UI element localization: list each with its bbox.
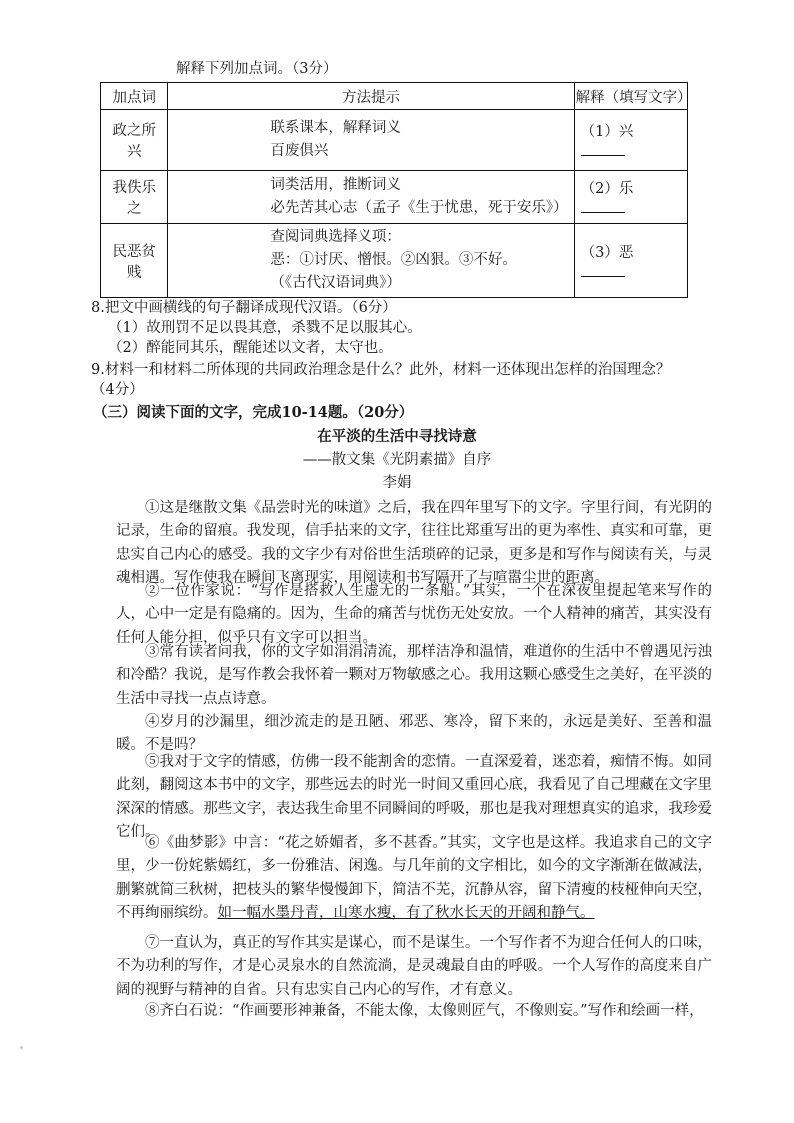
table-cell-hints	[168, 171, 574, 224]
paragraph-2: ②一位作家说：“写作是搭救人生虚无的一条船。”其实，一个在深夜里提起笔来写作的人，心中一定是有隐痛的。因为，生命的痛苦与忧伤无处安放。一个人精神的痛苦，其实没有任何人能分担，似乎只有文字可以担当。	[116, 583, 712, 646]
answer-label: （3）恶	[580, 244, 634, 261]
section-heading: （三）阅读下面的文字，完成10-14题。（20分）	[93, 404, 414, 421]
hint-line: 查阅词典选择义项：	[270, 229, 401, 245]
q8-title: 8.把文中画横线的句子翻译成现代汉语。（6分）	[91, 300, 397, 316]
table-cell-answer	[574, 224, 687, 298]
table-cell-word: 民恶贫贱	[101, 224, 168, 298]
table-header-answer: 解释（填写文字）	[574, 83, 687, 110]
answer-blank[interactable]	[581, 198, 625, 213]
paragraph-6-text: ⑥《曲梦影》中言：“花之娇媚者，多不甚香。”其实，文字也是这样。我追求自己的文字里，少一份姹紫嫣红，多一份雅洁、闲逸。与几年前的文字相比，如今的文字渐渐在做减法，删繁就简三秋树，把枝头的繁华慢慢卸下，简洁不芜，沉静从容，留下清瘦的枝桠伸向天空，不再绚丽缤纷。	[116, 835, 712, 921]
table-cell-answer	[574, 110, 687, 171]
q7-instruction: 解释下列加点词。（3分）	[176, 61, 338, 77]
scan-speck	[20, 1046, 23, 1049]
paragraph-8: ⑧齐白石说：“作画要形神兼备，不能太像，太像则匠气，不像则妄。”写作和绘画一样，	[145, 1003, 704, 1019]
table-cell-word: 我佚乐之	[101, 171, 168, 224]
hint-line: 联系课本，解释词义	[270, 120, 401, 136]
q8-item-2: （2）醉能同其乐，醒能述以文者，太守也。	[108, 340, 393, 356]
q9-line-2: （4分）	[91, 382, 144, 398]
paragraph-7: ⑦一直认为，真正的写作其实是谋心，而不是谋生。一个写作者不为迎合任何人的口味，不为功利的写作，才是心灵泉水的自然流淌，是灵魂最自由的呼吸。一个人写作的高度来自广阔的视野与精神的自省。只有忠实自己内心的写作，才有意义。	[116, 935, 712, 998]
table-header-word: 加点词	[101, 83, 168, 110]
table-cell-word: 政之所兴	[101, 110, 168, 171]
q9-line-1: 9.材料一和材料二所体现的共同政治理念是什么？此外，材料一还体现出怎样的治国理念？	[91, 362, 671, 378]
hint-line: （《古代汉语词典》）	[270, 275, 401, 291]
paragraph-1: ①这是继散文集《品尝时光的味道》之后，我在四年里写下的文字。字里行间，有光阴的记录，生命的留痕。我发现，信手拈来的文字，往往比郑重写出的更为率性、真实和可靠，更忠实自己内心的感受。我的文字少有对俗世生活琐碎的记录，更多是和写作与阅读有关，与灵魂相遇。写作使我在瞬间飞离现实，用阅读和书写隔开了与喧嚣尘世的距离。	[116, 500, 712, 586]
hint-line: 百废俱兴	[270, 143, 329, 159]
table-cell-answer	[574, 171, 687, 224]
article-subtitle: ——散文集《光阴素描》自序	[302, 452, 492, 468]
article-title: 在平淡的生活中寻找诗意	[317, 428, 477, 445]
vocab-table	[100, 82, 692, 298]
table-row	[101, 171, 688, 224]
article-author: 李娟	[382, 475, 412, 491]
paragraph-3: ③常有读者问我，你的文字如涓涓清流，那样洁净和温情，难道你的生活中不曾遇见污浊和冷酷？我说，是写作教会我怀着一颗对万物敏感之心。我用这颗心感受生之美好，在平淡的生活中寻找一点点诗意。	[116, 644, 712, 707]
table-cell-hints	[168, 110, 574, 171]
q8-item-1: （1）故刑罚不足以畏其意，杀戮不足以服其心。	[108, 320, 422, 336]
paragraph-4: ④岁月的沙漏里，细沙流走的是丑陋、邪恶、寒冷，留下来的，永远是美好、至善和温暖。不是吗？	[116, 714, 712, 754]
hint-line: 必先苦其心志（孟子《生于忧患，死于安乐》）	[270, 200, 568, 216]
paragraph-6	[116, 832, 712, 925]
table-cell-hints	[168, 224, 574, 298]
answer-blank[interactable]	[581, 141, 625, 156]
underlined-sentence: 如一幅水墨丹青，山寒水瘦，有了秋水长天的开阔和静气。	[217, 904, 595, 921]
table-row	[101, 224, 688, 298]
hint-line: 恶：①讨厌、憎恨。②凶狠。③不好。	[270, 252, 517, 268]
hint-line: 词类活用，推断词义	[270, 177, 401, 193]
paragraph-5: ⑤我对于文字的情感，仿佛一段不能割舍的恋情。一直深爱着，迷恋着，痴情不悔。如同此刻，翻阅这本书中的文字，那些远去的时光一时间又重回心底，我看见了自己埋藏在文字里深深的情感。那些文字，表达我生命里不同瞬间的呼吸，那也是我对理想真实的追求，我珍爱它们。	[116, 754, 712, 840]
table-header-method: 方法提示	[168, 83, 574, 110]
answer-blank[interactable]	[581, 262, 625, 277]
table-row	[101, 110, 688, 171]
table-header-row	[101, 83, 688, 110]
answer-label: （2）乐	[580, 181, 634, 197]
answer-label: （1）兴	[580, 124, 634, 140]
